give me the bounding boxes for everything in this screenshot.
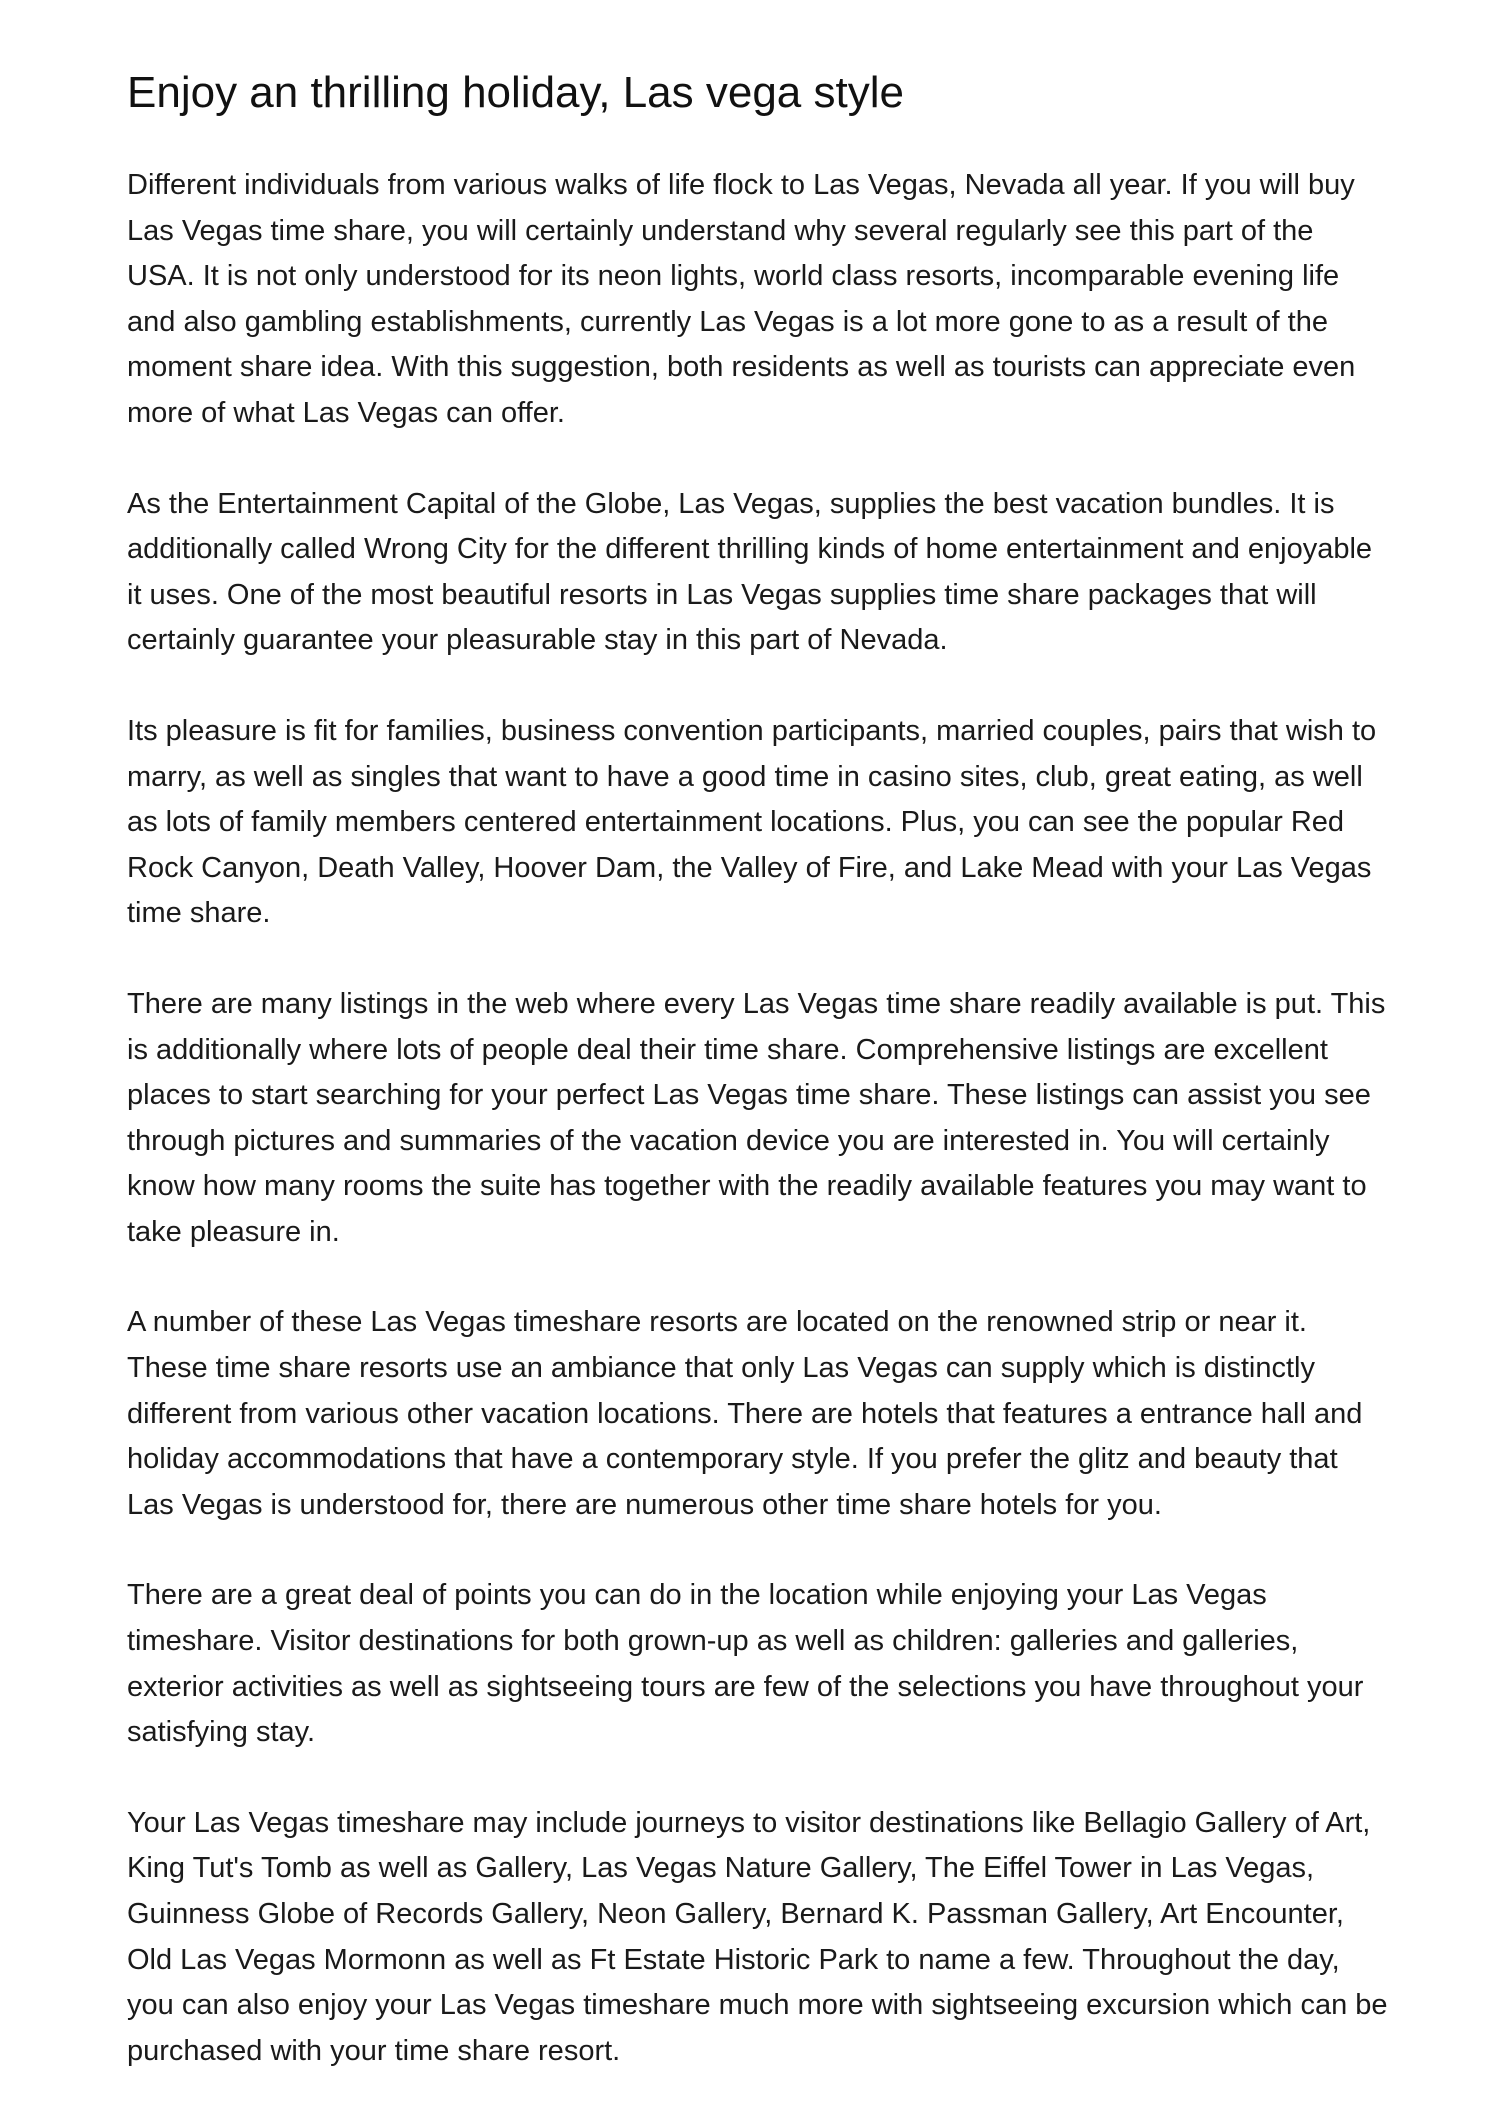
paragraph-2: As the Entertainment Capital of the Globe, Las Vegas, supplies the best vacation bundles. It is additionally called Wrong City for the different thrilling kinds of home entertainment and enjoyable it uses. One of the most beautiful resorts in Las Vegas supplies time share packages that will certainly guarantee your pleasurable stay in this part of Nevada. <box>127 487 1373 657</box>
paragraph-1: Different individuals from various walks of life flock to Las Vegas, Nevada all year. If you will buy Las Vegas time share, you will certainly understand why several regularly see this part of the USA. It is not only understood for its neon lights, world class resorts, incomparable evening life and also gambling establishments, currently Las Vegas is a lot more gone to as a result of the moment share idea. With this suggestion, both residents as well as tourists can appreciate even more of what Las Vegas can offer. <box>127 169 1356 429</box>
paragraph-4: There are many listings in the web where every Las Vegas time share readily available is put. This is additionally where lots of people deal their time share. Comprehensive listings are excellent places to start searching for your perfect Las Vegas time share. These listings can assist you see through pictures and summaries of the vacation device you are interested in. You will certainly know how many rooms the suite has together with the readily available features you may want to take pleasure in. <box>127 987 1386 1248</box>
document-page <box>127 66 1389 2119</box>
paragraph-3: Its pleasure is fit for families, business convention participants, married couples, pairs that wish to marry, as well as singles that want to have a good time in casino sites, club, great eating, as well as lots of family members centered entertainment locations. Plus, you can see the popular Red Rock Canyon, Death Valley, Hoover Dam, the Valley of Fire, and Lake Mead with your Las Vegas time share. <box>127 714 1377 930</box>
paragraph-6: There are a great deal of points you can do in the location while enjoying your Las Vegas timeshare. Visitor destinations for both grown-up as well as children: galleries and galleries, exterior activities as well as sightseeing tours are few of the selections you have throughout your satisfying stay. <box>127 1579 1364 1749</box>
paragraph-5: A number of these Las Vegas timeshare resorts are located on the renowned strip or near it. These time share resorts use an ambiance that only Las Vegas can supply which is distinctly different from various other vacation locations. There are hotels that features a entrance hall and holiday accommodations that have a contemporary style. If you prefer the glitz and beauty that Las Vegas is understood for, there are numerous other time share hotels for you. <box>127 1306 1363 1521</box>
document-title: Enjoy an thrilling holiday, Las vega style <box>127 68 904 117</box>
document-body <box>127 163 1389 2074</box>
paragraph-7: Your Las Vegas timeshare may include journeys to visitor destinations like Bellagio Gallery of Art, King Tut's Tomb as well as Gallery, Las Vegas Nature Gallery, The Eiffel Tower in Las Vegas, Guinness Globe of Records Gallery, Neon Gallery, Bernard K. Passman Gallery, Art Encounter, Old Las Vegas Mormonn as well as Ft Estate Historic Park to name a few. Throughout the day, you can also enjoy your Las Vegas timeshare much more with sightseeing excursion which can be purchased with your time share resort. <box>127 1806 1388 2067</box>
